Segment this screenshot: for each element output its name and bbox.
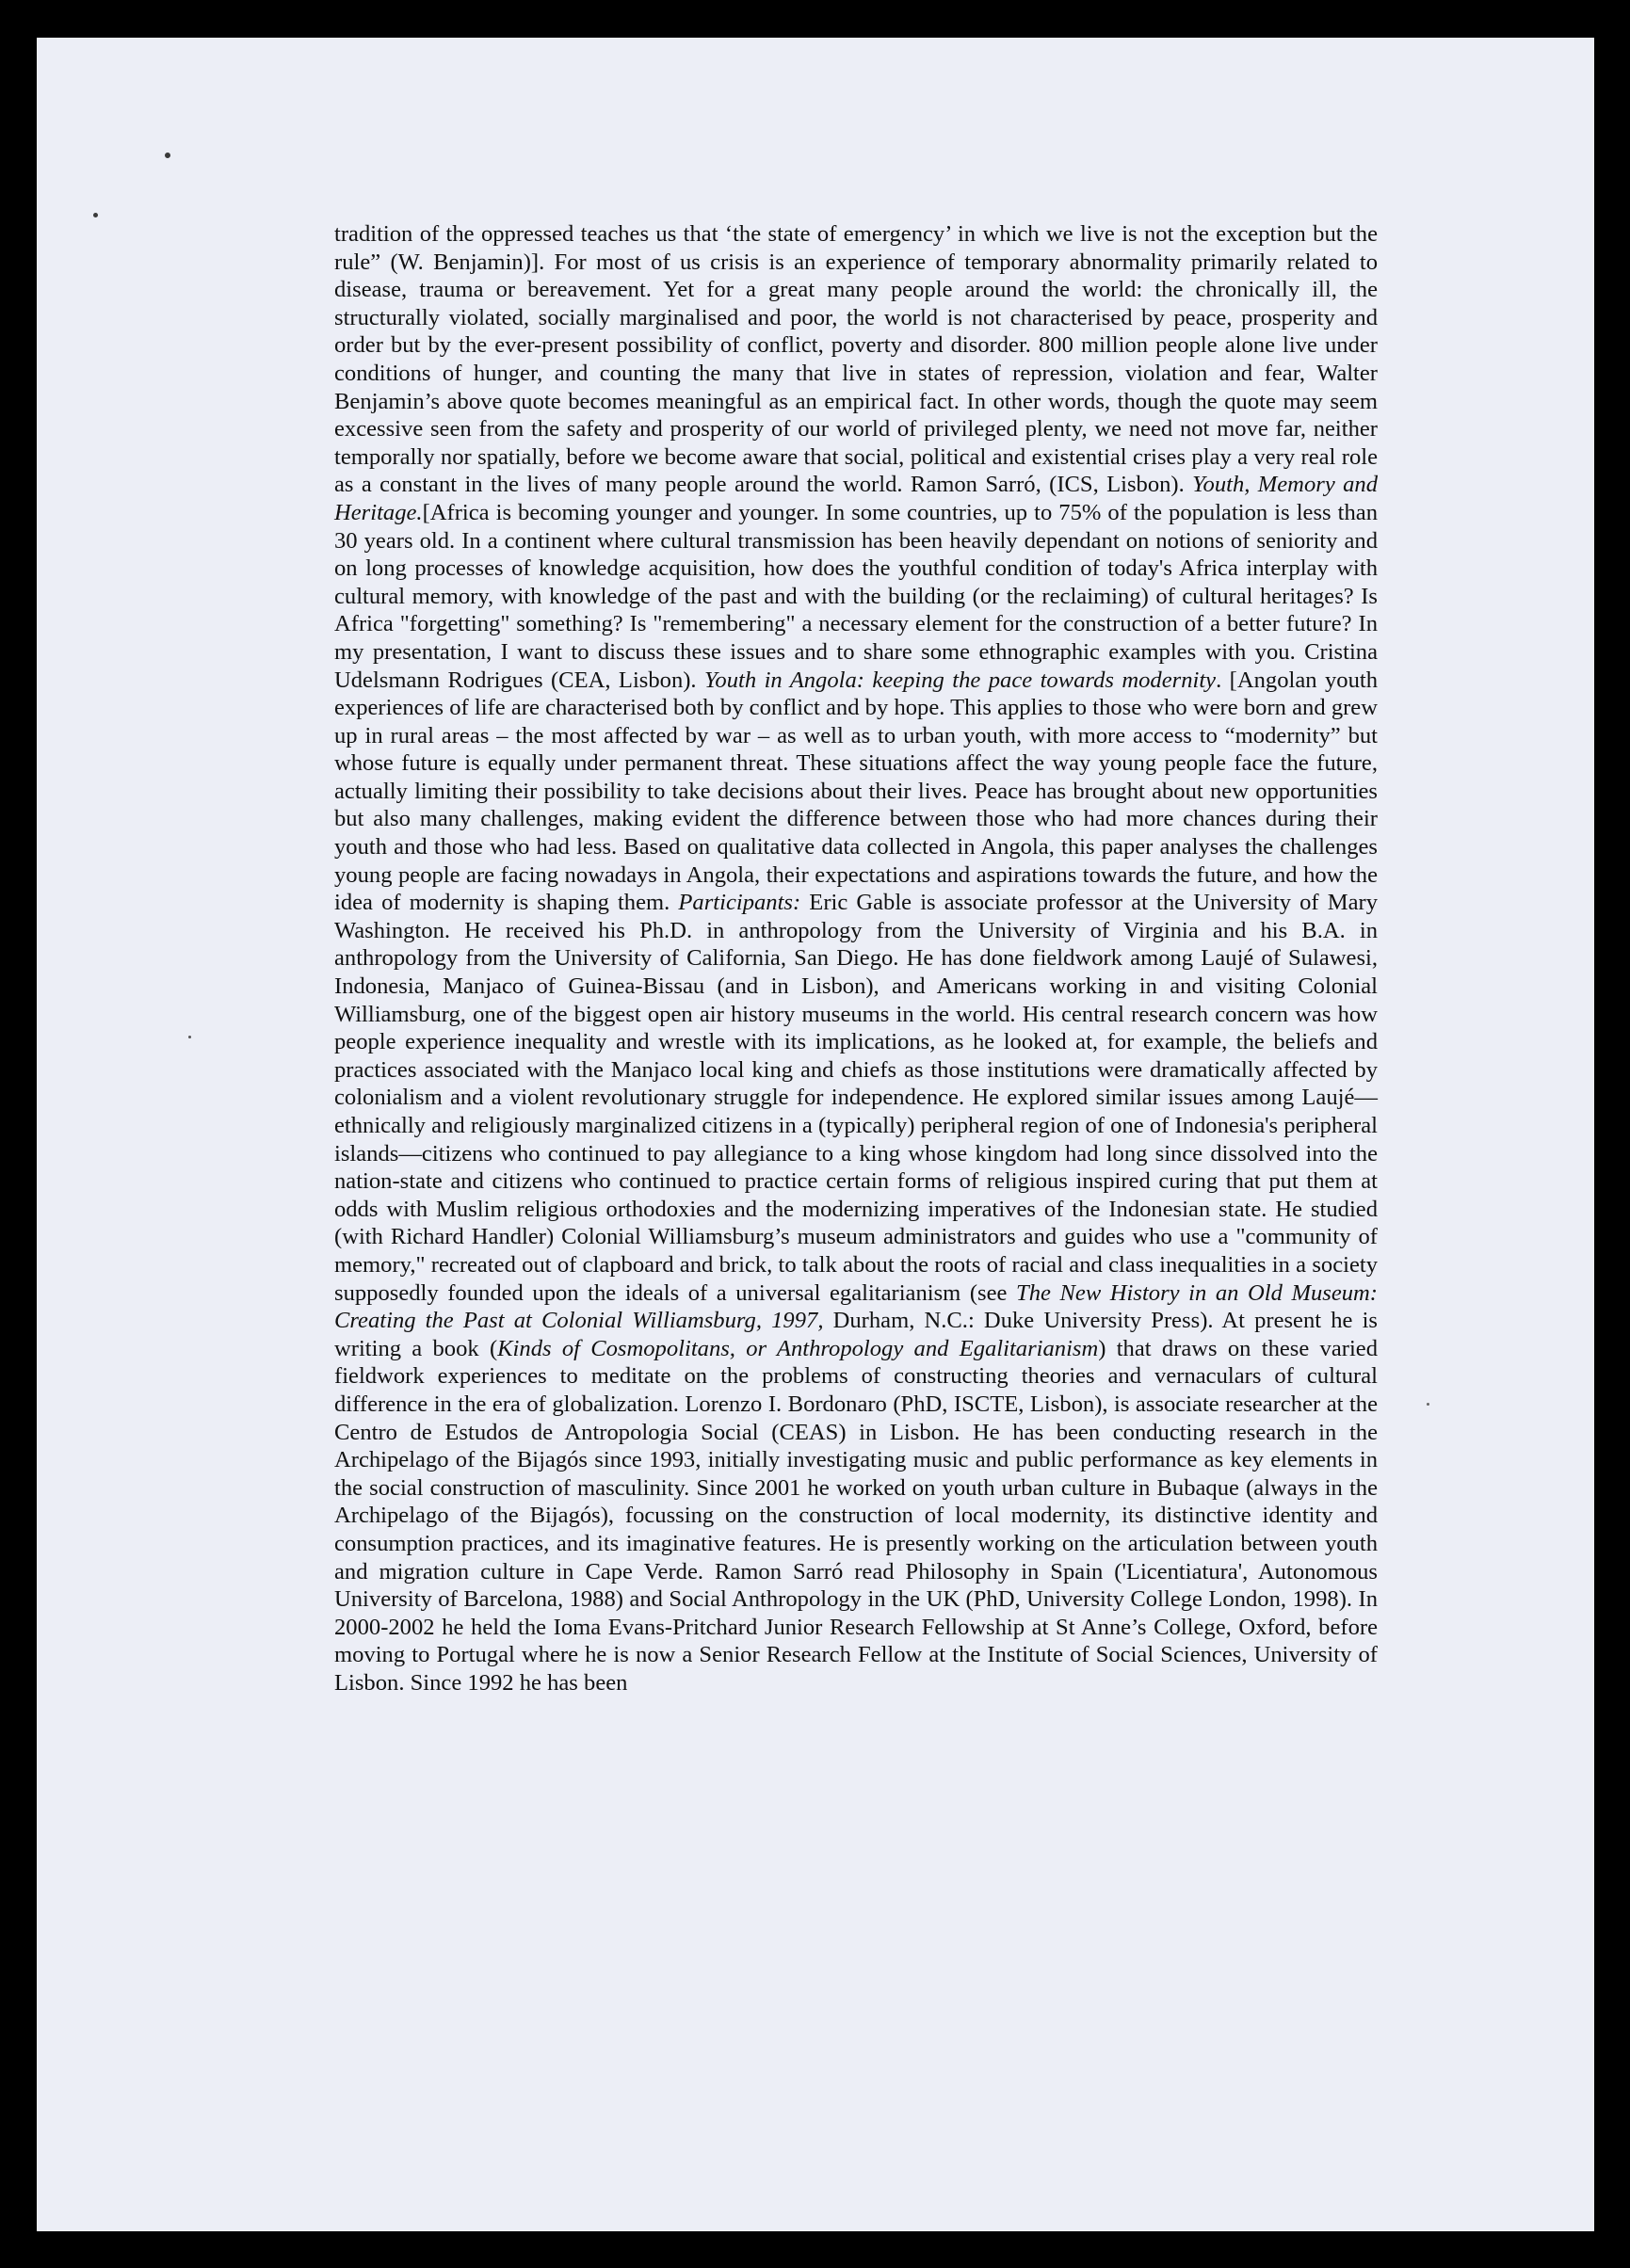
scan-speck — [164, 152, 171, 159]
text-segment: Durham, N.C.: Duke University Press). At present he is writing a book ( — [334, 1308, 1378, 1361]
text-segment: [Africa is becoming younger and younger. In some countries, up to 75% of the population is less than 30 years old. In a continent where cultural transmission has been heavily dependant on notions of seniority and on long processes of knowledge acquisition, how does the youthful condition of today's Africa interplay with cultural memory, with knowledge of the past and with the building (or the reclaiming) of cultural heritages? Is Africa "forgetting" something? Is "remembering" a necessary element for the construction of a better future? In my presentation, I want to discuss these issues and to share some ethnographic examples with you. Cristina Udelsmann Rodrigues (CEA, Lisbon). — [334, 499, 1378, 693]
text-segment: tradition of the oppressed teaches us that ‘the state of emergency’ in which we live is not the exception but the rule” (W. Benjamin)]. For most of us crisis is an experience of temporary abnormality primarily related to disease, trauma or bereavement. Yet for a great many people around the world: the chronically ill, the structurally violated, socially marginalised and poor, the world is not characterised by peace, prosperity and order but by the ever-present possibility of conflict, poverty and disorder. 800 million people alone live under conditions of hunger, and counting the many that live in states of repression, violation and fear, Walter Benjamin’s above quote becomes meaningful as an empirical fact. In other words, though the quote may seem excessive seen from the safety and prosperity of our world of privileged plenty, we need not move far, neither temporally nor spatially, before we become aware that social, political and existential crises play a very real role as a constant in the lives of many people around the world. Ramon Sarró, (ICS, Lisbon). — [334, 221, 1378, 498]
paper-title-youth-in-angola: Youth in Angola: keeping the pace towards modernity — [704, 667, 1217, 693]
body-paragraph — [334, 220, 1378, 1697]
text-segment: . [Angolan youth experiences of life are characterised both by conflict and by hope. This applies to those who were born and grew up in rural areas – the most affected by war – as well as to urban youth, with more access to “modernity” but whose future is equally under permanent threat. These situations affect the way young people face the future, actually limiting their possibility to take decisions about their lives. Peace has brought about new opportunities but also many challenges, making evident the difference between those who had more chances during their youth and those who had less. Based on qualitative data collected in Angola, this paper analyses the challenges young people are facing nowadays in Angola, their expectations and aspirations towards the future, and how the idea of modernity is shaping them. — [334, 667, 1379, 916]
paper-title-youth-memory-heritage: Youth, Memory and Heritage. — [334, 472, 1378, 525]
scan-speck — [1427, 1403, 1429, 1406]
participants-heading: Participants: — [678, 890, 801, 916]
book-title-kinds-of-cosmopolitans: Kinds of Cosmopolitans, or Anthropology and Egalitarianism — [497, 1335, 1099, 1361]
scan-speck — [188, 1036, 191, 1038]
document-page — [37, 38, 1594, 2231]
text-segment: ) that draws on these varied fieldwork experiences to meditate on the problems of constructing theories and vernaculars of cultural difference in the era of globalization. Lorenzo I. Bordonaro (PhD, ISCTE, Lisbon), is associate researcher at the Centro de Estudos de Antropologia Social (CEAS) in Lisbon. He has been conducting research in the Archipelago of the Bijagós since 1993, initially investigating music and public performance as key elements in the social construction of masculinity. Since 2001 he worked on youth urban culture in Bubaque (always in the Archipelago of the Bijagós), focussing on the construction of local modernity, its distinctive identity and consumption practices, and its imaginative features. He is presently working on the articulation between youth and migration culture in Cape Verde. Ramon Sarró read Philosophy in Spain ('Licentiatura', Autonomous University of Barcelona, 1988) and Social Anthropology in the UK (PhD, University College London, 1998). In 2000-2002 he held the Ioma Evans-Pritchard Junior Research Fellowship at St Anne’s College, Oxford, before moving to Portugal where he is now a Senior Research Fellow at the Institute of Social Sciences, University of Lisbon. Since 1992 he has been — [334, 1335, 1378, 1696]
book-title-new-history: The New History in an Old Museum: Creating the Past at Colonial Williamsburg, 1997, — [334, 1279, 1378, 1334]
text-segment: Eric Gable is associate professor at the University of Mary Washington. He received his Ph.D. in anthropology from the University of Virginia and his B.A. in anthropology from the University of California, San Diego. He has done fieldwork among Laujé of Sulawesi, Indonesia, Manjaco of Guinea-Bissau (and in Lisbon), and Americans working in and visiting Colonial Williamsburg, one of the biggest open air history museums in the world. His central research concern was how people experience inequality and wrestle with its implications, as he looked at, for example, the beliefs and practices associated with the Manjaco local king and chiefs as those institutions were dramatically affected by colonialism and a violent revolutionary struggle for independence. He explored similar issues among Laujé—ethnically and religiously marginalized citizens in a (typically) peripheral region of one of Indonesia's peripheral islands—citizens who continued to pay allegiance to a king whose kingdom had long since dissolved into the nation-state and citizens who continued to practice certain forms of religious inspired curing that put them at odds with Muslim religious orthodoxies and the modernizing imperatives of the Indonesian state. He studied (with Richard Handler) Colonial Williamsburg’s museum administrators and guides who use a "community of memory," recreated out of clapboard and brick, to talk about the roots of racial and class inequalities in a society supposedly founded upon the ideals of a universal egalitarianism (see — [334, 890, 1378, 1306]
scan-speck — [93, 213, 98, 217]
